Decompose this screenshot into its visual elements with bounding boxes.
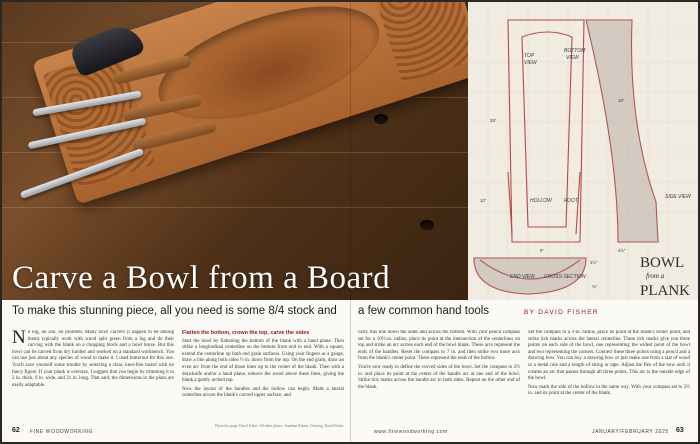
svg-text:VIEW: VIEW: [524, 60, 537, 66]
column-1: [12, 330, 174, 420]
svg-text:BOTTOM: BOTTOM: [564, 48, 586, 54]
column-3: [358, 330, 520, 420]
plan-drawing: [468, 2, 698, 300]
byline: BY DAVID FISHER: [524, 309, 599, 316]
article-title: Carve a Bowl from a Board: [12, 260, 391, 296]
page-number-left: 62: [12, 427, 20, 434]
bowl-photo: [2, 2, 468, 300]
svg-text:END VIEW: END VIEW: [510, 274, 535, 280]
svg-text:18″: 18″: [618, 98, 625, 103]
footer-magazine: FINE WOODWORKING: [30, 429, 93, 435]
paragraph: Set the compass to a 3-in. radius, place its point at the blank's center point, and strike tick marks across the lateral centerline. These tick marks give you three points on each side of the bowl, one representing the widest point of the bowl and two representing the corners. Connect these three points using a pencil and a drawing bow. You can buy a drawing bow or just make one from a slat of wood or a metal rule and a length of string or tape. Adjust the flex of the bow until it creates an arc that passes through all three points. This arc is the outside edge of the bowl.: [528, 330, 690, 382]
svg-text:from a: from a: [646, 272, 665, 280]
photo-credits: Photo this page: David Fisher. All other photos: Jonathan Binzen. Drawing: David Fisher.: [215, 424, 344, 428]
svg-text:4½″: 4½″: [618, 248, 626, 253]
paragraph: Now the layout of the handles and the hollow can begin. Mark a lateral centerline across the blank's curved upper surface, and: [182, 386, 344, 399]
svg-text:HOLLOW: HOLLOW: [530, 198, 552, 204]
paragraph: You're now ready to define the curved sides of the bowl. Set the compass to 2½ in. and place its point at the center of the handle arc at one end of the bowl. Strike tick marks across the handle arc to both sides. Repeat on the other end of the blank.: [358, 364, 520, 390]
column-2: [182, 330, 344, 420]
paragraph: o log, no axe, no problem. Many bowl carvers (I happen to be among them) typically work with wood split green from a log and do their carving with the blank on a chopping block and a bowl horse. But this bowl can be carved from dry lumber and worked on a standard workbench. You can use just about any species of wood to make it. I used butternut for this one. You'll save yourself some trouble by selecting a clear, knot-free board with no fancy figure. If your plank is oversize, I suggest that you begin by trimming it to 2 in. thick, 6 in. wide, and 21 in. long. That said, the dimensions in the plans are easily adaptable.: [12, 330, 174, 388]
magazine-spread: [2, 2, 698, 442]
svg-text:¾″: ¾″: [592, 284, 597, 289]
label-top-view: TOP: [524, 53, 535, 59]
svg-text:10″: 10″: [480, 198, 487, 203]
dropcap: N: [12, 330, 26, 348]
svg-text:29″: 29″: [490, 118, 497, 123]
paragraph: carry this line down the sides and across the bottom. With your pencil compass set for a 10½-in. radius, place its point at the intersection of the centerlines on top and strike an arc across each end of the bowl blank. These arcs represent the ends of the handles. Reset the compass to 7 in. and then strike two more arcs from the blank's center point. These represent the ends of the hollow.: [358, 330, 520, 362]
svg-text:PLANK: PLANK: [640, 283, 691, 299]
paragraph: Now mark the side of the hollow in the same way. With your compass set to 2½ in. and its point at the center of the blank,: [528, 384, 690, 397]
paragraph: Start the bowl by flattening the bottom of the blank with a hand plane. Then strike a longitudinal centerline on the bottom from end to end. With a square, extend the centerline up both end grain surfaces. Using your fingers as a gauge, draw a line along both sides ½ in. down from the top. On the end grain, draw an even arc from the end of those lines up to the center of the blank. Then with a drawknife and/or a hand plane, remove the wood above these lines, giving the blank a gently arched top.: [182, 338, 344, 384]
svg-text:FOOT: FOOT: [564, 198, 578, 204]
subtitle-right: a few common hand tools: [358, 305, 490, 317]
footer-url: www.finewoodworking.com: [374, 429, 448, 435]
svg-text:VIEW: VIEW: [566, 55, 579, 61]
svg-text:BOWL: BOWL: [640, 255, 685, 271]
svg-text:SIDE VIEW: SIDE VIEW: [665, 194, 691, 200]
section-heading: Flatten the bottom, crown the top, carve the sides: [182, 330, 310, 336]
footer-date: JANUARY/FEBRUARY 2025: [592, 429, 669, 435]
bowl-plan-svg: [468, 2, 698, 300]
svg-text:9″: 9″: [540, 248, 544, 253]
subtitle-left: To make this stunning piece, all you need is some 8/4 stock and: [12, 305, 337, 317]
page-number-right: 63: [676, 427, 684, 434]
svg-text:CROSS-SECTION: CROSS-SECTION: [544, 274, 586, 280]
svg-text:2½″: 2½″: [590, 260, 598, 265]
column-4: [528, 330, 690, 420]
